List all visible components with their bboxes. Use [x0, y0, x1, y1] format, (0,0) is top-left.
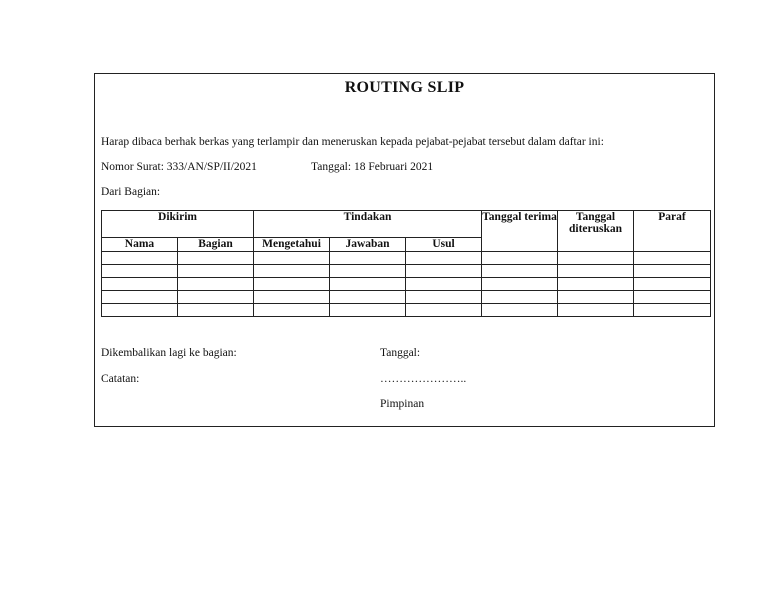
- table-cell[interactable]: [102, 252, 178, 265]
- table-row: [102, 291, 711, 304]
- table-cell[interactable]: [330, 252, 406, 265]
- letter-date: Tanggal: 18 Februari 2021: [311, 161, 434, 173]
- table-cell[interactable]: [406, 265, 482, 278]
- table-cell[interactable]: [558, 304, 634, 317]
- table-cell[interactable]: [254, 278, 330, 291]
- table-cell[interactable]: [634, 278, 711, 291]
- table-cell[interactable]: [406, 291, 482, 304]
- table-cell[interactable]: [178, 265, 254, 278]
- form-title: ROUTING SLIP: [344, 79, 465, 96]
- table-cell[interactable]: [178, 291, 254, 304]
- table-cell[interactable]: [558, 252, 634, 265]
- table-cell[interactable]: [482, 265, 558, 278]
- table-cell[interactable]: [178, 252, 254, 265]
- header-nama: Nama: [102, 238, 178, 252]
- table-cell[interactable]: [634, 291, 711, 304]
- table-cell[interactable]: [254, 265, 330, 278]
- returned-to-label: Dikembalikan lagi ke bagian:: [101, 347, 237, 359]
- header-tindakan: Tindakan: [254, 211, 482, 238]
- signatory-label: Pimpinan: [380, 398, 425, 410]
- table-cell[interactable]: [102, 304, 178, 317]
- letter-number: Nomor Surat: 333/AN/SP/II/2021: [101, 161, 257, 173]
- table-cell[interactable]: [406, 304, 482, 317]
- header-paraf: Paraf: [634, 211, 711, 252]
- table-cell[interactable]: [102, 291, 178, 304]
- table-cell[interactable]: [330, 291, 406, 304]
- header-bagian: Bagian: [178, 238, 254, 252]
- table-cell[interactable]: [482, 278, 558, 291]
- table-cell[interactable]: [406, 278, 482, 291]
- table-cell[interactable]: [482, 291, 558, 304]
- table-row: [102, 252, 711, 265]
- table-cell[interactable]: [178, 304, 254, 317]
- table-cell[interactable]: [254, 291, 330, 304]
- table-row: [102, 278, 711, 291]
- table-cell[interactable]: [330, 265, 406, 278]
- table-cell[interactable]: [406, 252, 482, 265]
- header-mengetahui: Mengetahui: [254, 238, 330, 252]
- header-jawaban: Jawaban: [330, 238, 406, 252]
- table-cell[interactable]: [634, 252, 711, 265]
- header-dikirim: Dikirim: [102, 211, 254, 238]
- table-row: [102, 304, 711, 317]
- table-cell[interactable]: [634, 304, 711, 317]
- header-tanggal-terima: Tanggal terima: [482, 211, 558, 252]
- table-cell[interactable]: [558, 265, 634, 278]
- routing-slip-form: [94, 73, 715, 427]
- letter-info-row: [101, 161, 434, 173]
- table-cell[interactable]: [254, 252, 330, 265]
- header-tanggal-diteruskan: Tanggal diteruskan: [558, 211, 634, 252]
- table-cell[interactable]: [102, 278, 178, 291]
- routing-table: [101, 210, 711, 317]
- table-row: [102, 265, 711, 278]
- header-usul: Usul: [406, 238, 482, 252]
- table-cell[interactable]: [634, 265, 711, 278]
- table-cell[interactable]: [558, 291, 634, 304]
- return-date-label: Tanggal:: [380, 347, 421, 359]
- table-cell[interactable]: [482, 304, 558, 317]
- table-cell[interactable]: [558, 278, 634, 291]
- from-department-label: Dari Bagian:: [101, 186, 161, 198]
- table-cell[interactable]: [102, 265, 178, 278]
- table-cell[interactable]: [178, 278, 254, 291]
- signature-line: …………………..: [380, 373, 467, 385]
- table-cell[interactable]: [254, 304, 330, 317]
- table-cell[interactable]: [330, 278, 406, 291]
- instruction-text: Harap dibaca berhak berkas yang terlampir dan meneruskan kepada pejabat-pejabat tersebut dalam daftar ini:: [101, 136, 604, 148]
- notes-label: Catatan:: [101, 373, 140, 385]
- table-cell[interactable]: [330, 304, 406, 317]
- table-cell[interactable]: [482, 252, 558, 265]
